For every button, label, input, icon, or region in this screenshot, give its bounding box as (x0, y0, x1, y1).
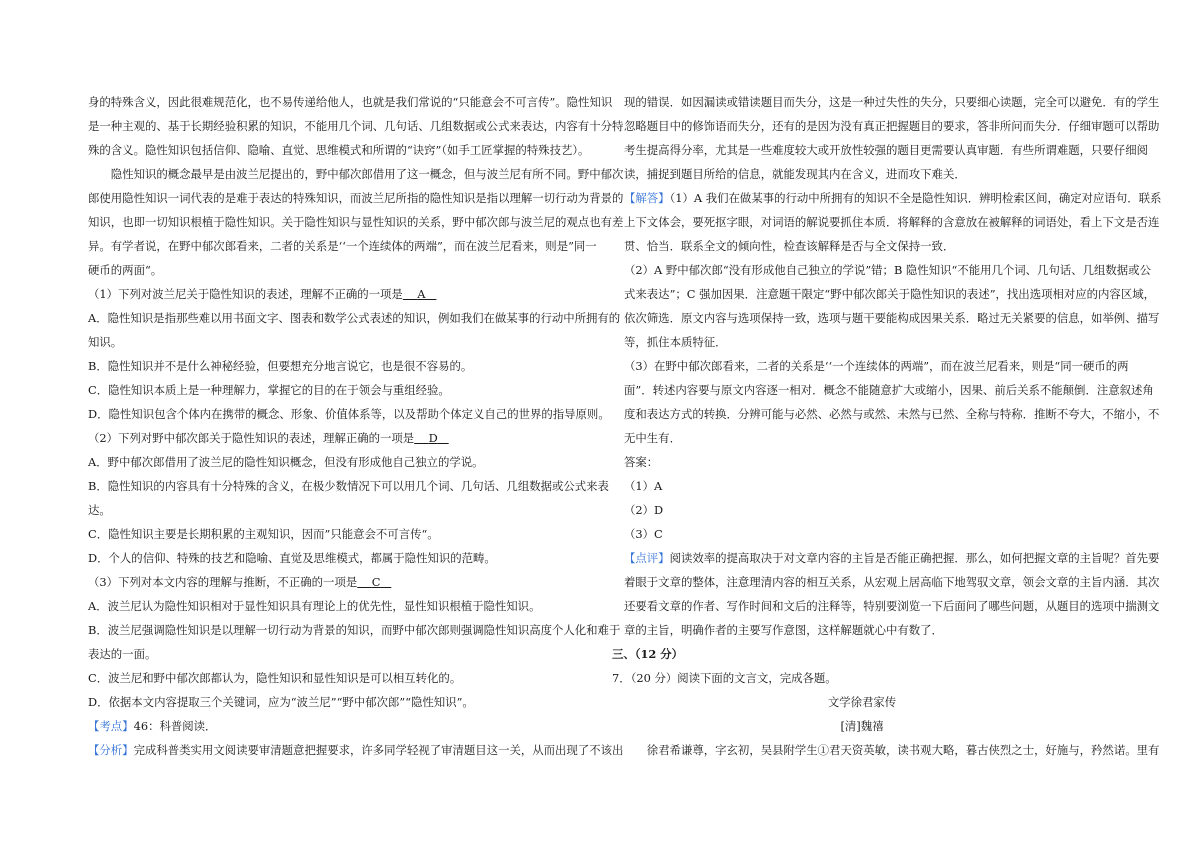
fenxi-line (88, 738, 624, 762)
question-2-answer (414, 431, 449, 445)
jieda-tag: 【解答】 (624, 191, 670, 205)
text-line: 面”．转述内容要与原文内容逐一相对．概念不能随意扩大或缩小，因果、前后关系不能颠倒．注意叙述角 (624, 383, 1154, 397)
section-heading: 三、（12 分） (612, 647, 684, 661)
question-2-text: （2）下列对野中郁次郎关于隐性知识的表述，理解正确的一项是 (88, 431, 415, 445)
option-line: 表达的一面。 (88, 647, 157, 661)
option-line: D．依据本文内容提取三个关键词，应为“波兰尼”“野中郁次郎”“隐性知识”。 (88, 695, 474, 709)
jieda-text: （1）A 我们在做某事的行动中所拥有的知识不全是隐性知识．辨明检索区间，确定对应语句．联系 (669, 191, 1162, 205)
text-line: 度和表达方式的转换．分辨可能与必然、必然与或然、未然与已然、全称与特称．推断不夸大，不缩小，不 (624, 407, 1160, 421)
left-column (88, 90, 624, 762)
dianping-text: 阅读效率的提高取决于对文章内容的主旨是否能正确把握．那么，如何把握文章的主旨呢？首先要 (669, 551, 1160, 565)
fenxi-text: 完成科普类实用文阅读要审清题意把握要求，许多同学轻视了审清题目这一关，从而出现了不该出 (133, 743, 624, 757)
text-line: 知识，也即一切知识根植于隐性知识。关于隐性知识与显性知识的关系，野中郁次郎与波兰尼的观点也有差 (88, 215, 624, 229)
text-line: 还要看文章的作者、写作时间和文后的注释等，特别要浏览一下后面问了哪些问题，从题目的选项中揣测文 (624, 599, 1160, 613)
text-line: 忽略题目中的修饰语而失分，还有的是因为没有真正把握题目的要求，答非所问而失分．仔细审题可以帮助 (624, 119, 1160, 133)
question-2-stem (88, 426, 564, 450)
text-line: 身的特殊含义，因此很难规范化，也不易传递给他人，也就是我们常说的“只能意会不可言传”。隐性知识 (88, 95, 613, 109)
question-1-stem (88, 282, 564, 306)
text-line: 依次筛选．原文内容与选项保持一致，选项与题干要能构成因果关系．略过无关紧要的信息，如举例、描写 (624, 311, 1160, 325)
option-line: C．隐性知识主要是长期积累的主观知识，因而”只能意会不可言传“。 (88, 527, 439, 541)
text-line: 读，捕捉到题目所给的信息，就能发现其内在含义，进而攻下难关． (624, 167, 966, 181)
option-line: D．个人的信仰、特殊的技艺和隐喻、直觉及思维模式，都属于隐性知识的范畴。 (88, 551, 496, 565)
text-line: 郎使用隐性知识一词代表的是难于表达的特殊知识，而波兰尼所指的隐性知识是指以理解一切行动为背景的 (88, 191, 624, 205)
text-line: 贯、恰当．联系全文的倾向性，检查该解释是否与全文保持一致． (624, 239, 955, 253)
answers-label: 答案： (624, 455, 659, 469)
option-line: C．波兰尼和野中郁次郎都认为，隐性知识和显性知识是可以相互转化的。 (88, 671, 462, 685)
text-line: 式来表达”；C 强加因果．注意题干限定“野中郁次郎关于隐性知识的表述”，找出选项相对应的内容区域， (624, 287, 1155, 301)
kaodian-line (88, 714, 564, 738)
text-line: （2）A 野中郁次郎“没有形成他自己独立的学说”错；B 隐性知识“不能用几个词、几句话、几组数据或公 (624, 263, 1151, 277)
text-line: 无中生有． (624, 431, 681, 445)
answer-item: （1）A (624, 479, 663, 493)
answer-item: （3）C (624, 527, 663, 541)
classical-title: 文学徐君家传 (827, 695, 897, 709)
fenxi-tag: 【分析】 (88, 743, 134, 757)
option-line: A．波兰尼认为隐性知识相对于显性知识具有理论上的优先性，显性知识根植于隐性知识。 (88, 599, 541, 613)
question-2-answer-value: D (428, 431, 438, 445)
classical-text-line: 徐君希谦尊，字玄初，吴县附学生①君天资英敏，读书观大略，暮古侠烈之士，好施与，矜然诺。里有 (646, 743, 1160, 757)
text-line: 隐性知识的概念最早是由波兰尼提出的，野中郁次郎借用了这一概念，但与波兰尼有所不同。野中郁次 (110, 167, 624, 181)
text-line: 硬币的两面“。 (88, 263, 163, 277)
kaodian-text: 46：科普阅读． (133, 719, 217, 733)
option-line: A．野中郁次郎借用了波兰尼的隐性知识概念，但没有形成他自己独立的学说。 (88, 455, 484, 469)
text-line: 等，抓住本质特征． (624, 335, 727, 349)
text-line: 现的错误．如因漏读或错读题目而失分，这是一种过失性的失分，只要细心读题，完全可以避免．有的学生 (624, 95, 1160, 109)
dianping-line (624, 546, 1160, 570)
question-7-stem: 7．（20 分）阅读下面的文言文，完成各题。 (612, 671, 837, 685)
option-line: A．隐性知识是指那些难以用书面文字、图表和数学公式表述的知识，例如我们在做某事的行动中所拥有的 (88, 311, 621, 325)
question-1-text: （1）下列对波兰尼关于隐性知识的表述，理解不正确的一项是 (88, 287, 403, 301)
text-line: 是一种主观的、基于长期经验积累的知识，不能用几个词、几句话、几组数据或公式来表达，内容有十分特 (88, 119, 624, 133)
text-line: 异。有学者说，在野中郁次郎看来，二者的关系是‘‘一个连续体的两端”，而在波兰尼看来，则是”同一 (88, 239, 597, 253)
text-line: （3）在野中郁次郎看来，二者的关系是‘‘一个连续体的两端”，而在波兰尼看来，则是“同一硬币的两 (624, 359, 1129, 373)
option-line: D．隐性知识包含个体内在携带的概念、形象、价值体系等，以及帮助个体定义自己的世界的指导原则。 (88, 407, 610, 421)
option-line: C．隐性知识本质上是一种理解力，掌握它的目的在于领会与重组经验。 (88, 383, 450, 397)
text-line: 殊的含义。隐性知识包括信仰、隐喻、直觉、思维模式和所谓的“诀窍”（如手工匠掌握的特殊技艺）。 (88, 143, 590, 157)
option-line: B．隐性知识的内容具有十分特殊的含义，在极少数情况下可以用几个词、几句话、几组数据或公式来表 (88, 479, 609, 493)
option-line: 知识。 (88, 335, 123, 349)
option-line: B．隐性知识并不是什么神秘经验，但要想充分地言说它，也是很不容易的。 (88, 359, 473, 373)
question-1-answer-value: A (417, 287, 426, 301)
text-line: 着眼于文章的整体，注意理清内容的相互关系，从宏观上居高临下地驾驭文章，领会文章的主旨内涵．其次 (624, 575, 1160, 589)
text-line: 上下文体会，要死抠字眼，对词语的解说要抓住本质．将解释的含意放在被解释的词语处，看上下文是否连 (624, 215, 1160, 229)
question-3-answer (357, 575, 391, 589)
question-3-stem (88, 570, 564, 594)
jieda-line (624, 186, 1162, 210)
question-3-answer-value: C (371, 575, 381, 589)
kaodian-tag: 【考点】 (88, 719, 134, 733)
question-3-text: （3）下列对本文内容的理解与推断，不正确的一项是 (88, 575, 358, 589)
option-line: B．波兰尼强调隐性知识是以理解一切行动为背景的知识，而野中郁次郎则强调隐性知识高度个人化和难于 (88, 623, 621, 637)
text-line: 章的主旨，明确作者的主要写作意图，这样解题就心中有数了． (624, 623, 943, 637)
option-line: 达。 (88, 503, 111, 517)
question-1-answer (403, 287, 437, 301)
classical-author: [清]魏禧 (840, 719, 884, 733)
answer-item: （2）D (624, 503, 664, 517)
text-line: 考生提高得分率，尤其是一些难度较大或开放性较强的题目更需要认真审题．有些所谓难题，只要仔细阅 (624, 143, 1148, 157)
dianping-tag: 【点评】 (624, 551, 670, 565)
right-column (612, 90, 1162, 762)
